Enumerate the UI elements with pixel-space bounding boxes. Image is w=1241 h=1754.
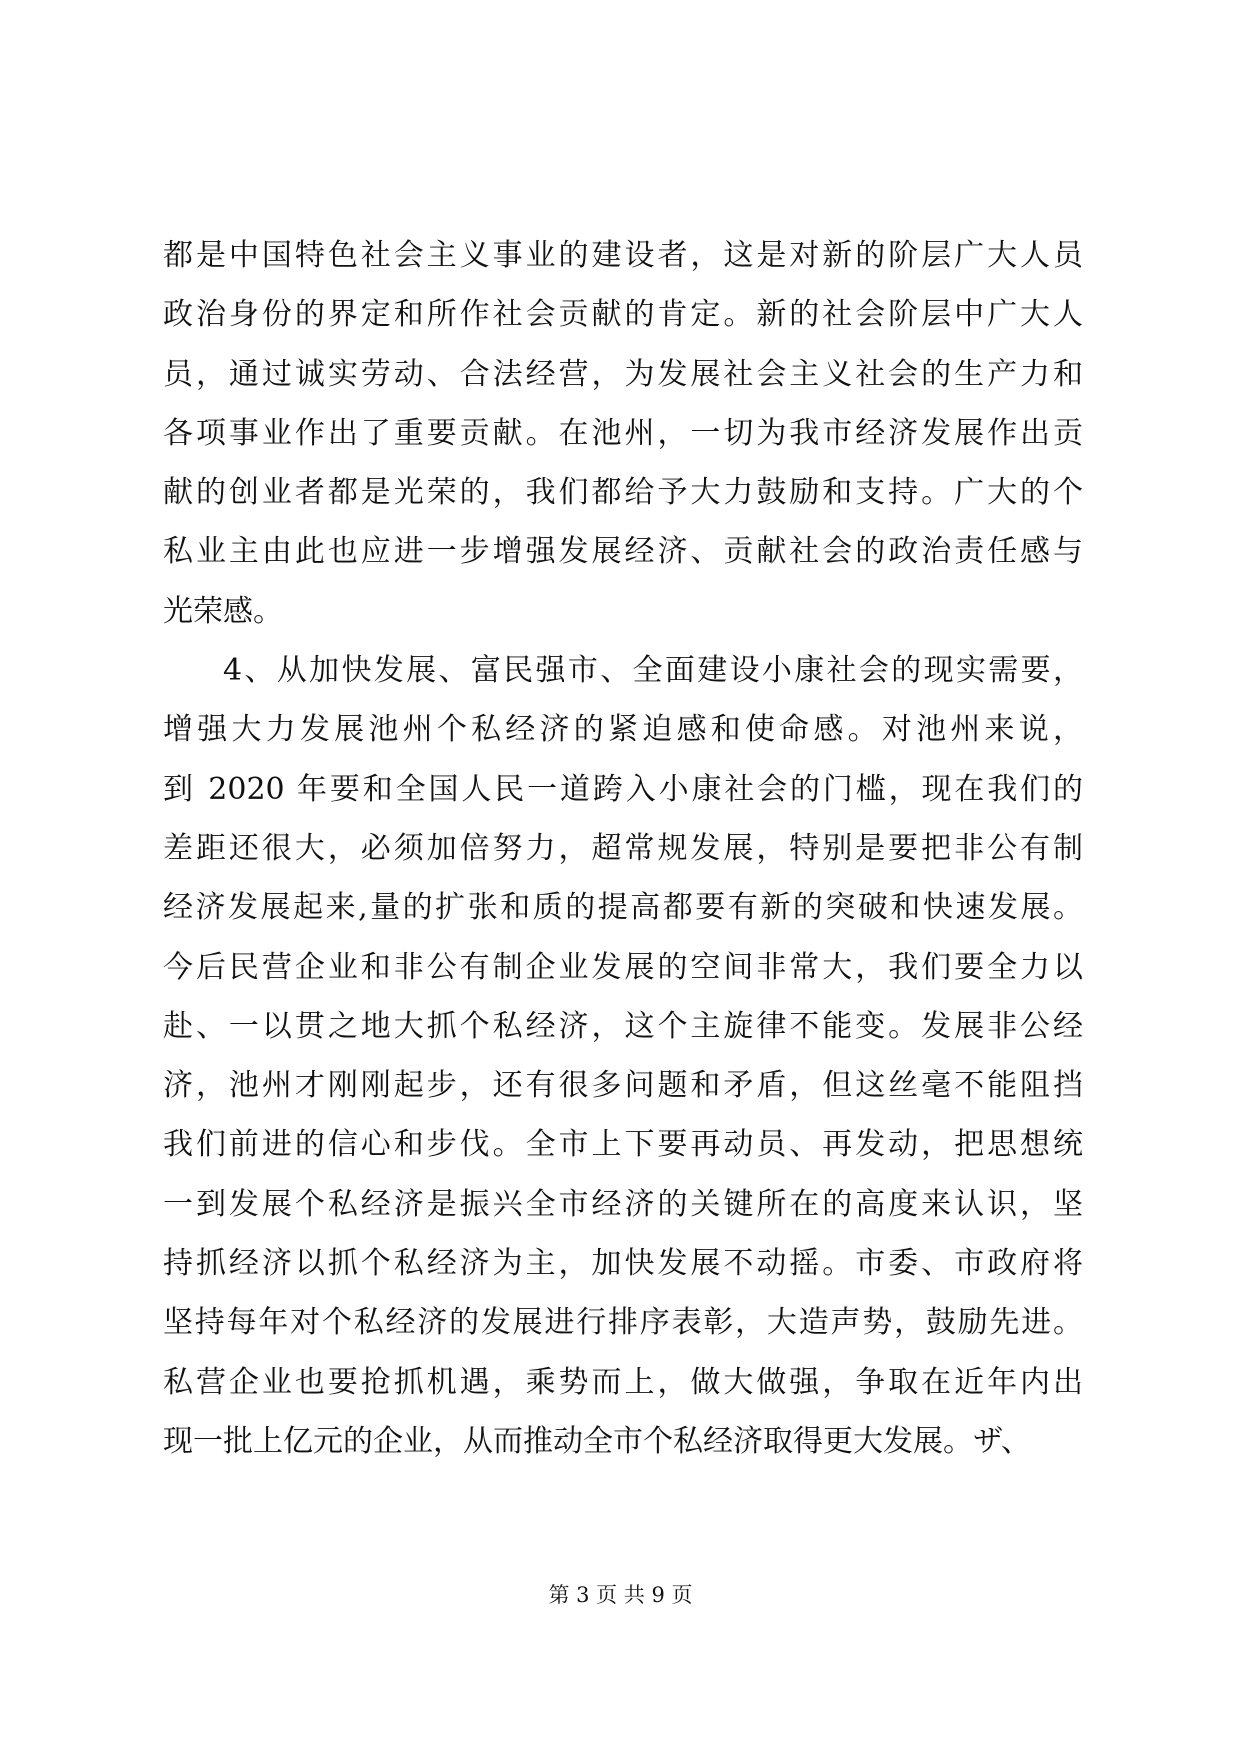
- text-line-14: 赴、一以贯之地大抓个私经济，这个主旋律不能变。发展非公经: [163, 1008, 1083, 1044]
- text-line-7: 光荣感。: [163, 593, 283, 629]
- text-line-1: 都是中国特色社会主义事业的建设者，这是对新的阶层广大人员: [163, 238, 1083, 273]
- text-line-17: 一到发展个私经济是振兴全市经济的关键所在的高度来认识，坚: [163, 1186, 1083, 1222]
- text-line-4: 各项事业作出了重要贡献。在池州，一切为我市经济发展作出贡: [163, 415, 1083, 451]
- text-line-10: 到 2020 年要和全国人民一道跨入小康社会的门槛，现在我们的: [163, 771, 1083, 807]
- text-line-2: 政治身份的界定和所作社会贡献的肯定。新的社会阶层中广大人: [163, 297, 1083, 333]
- text-line-15: 济，池州才刚刚起步，还有很多问题和矛盾，但这丝毫不能阻挡: [163, 1068, 1083, 1104]
- text-line-12: 经济发展起来,量的扩张和质的提高都要有新的突破和快速发展。: [163, 890, 1083, 926]
- text-line-3: 员，通过诚实劳动、合法经营，为发展社会主义社会的生产力和: [163, 356, 1083, 392]
- text-line-20: 私营企业也要抢抓机遇，乘势而上，做大做强，争取在近年内出: [163, 1364, 1083, 1400]
- text-line-6: 私业主由此也应进一步增强发展经济、贡献社会的政治责任感与: [163, 534, 1083, 570]
- text-line-19: 坚持每年对个私经济的发展进行排序表彰，大造声势，鼓励先进。: [163, 1305, 1083, 1341]
- page-number-footer: 第 3 页 共 9 页: [548, 1583, 693, 1607]
- text-line-8: 4、从加快发展、富民强市、全面建设小康社会的现实需要，: [223, 653, 1083, 689]
- text-line-11: 差距还很大，必须加倍努力，超常规发展，特别是要把非公有制: [163, 830, 1083, 866]
- text-line-18: 持抓经济以抓个私经济为主，加快发展不动摇。市委、市政府将: [163, 1246, 1083, 1282]
- body-text: [163, 226, 1083, 1471]
- text-line-9: 增强大力发展池州个私经济的紧迫感和使命感。对池州来说，: [163, 712, 1083, 748]
- text-line-16: 我们前进的信心和步伐。全市上下要再动员、再发动，把思想统: [163, 1127, 1083, 1163]
- text-line-13: 今后民营企业和非公有制企业发展的空间非常大，我们要全力以: [163, 949, 1083, 985]
- text-line-21: 现一批上亿元的企业，从而推动全市个私经济取得更大发展。ザ、: [163, 1423, 1031, 1459]
- text-line-5: 献的创业者都是光荣的，我们都给予大力鼓励和支持。广大的个: [163, 475, 1083, 511]
